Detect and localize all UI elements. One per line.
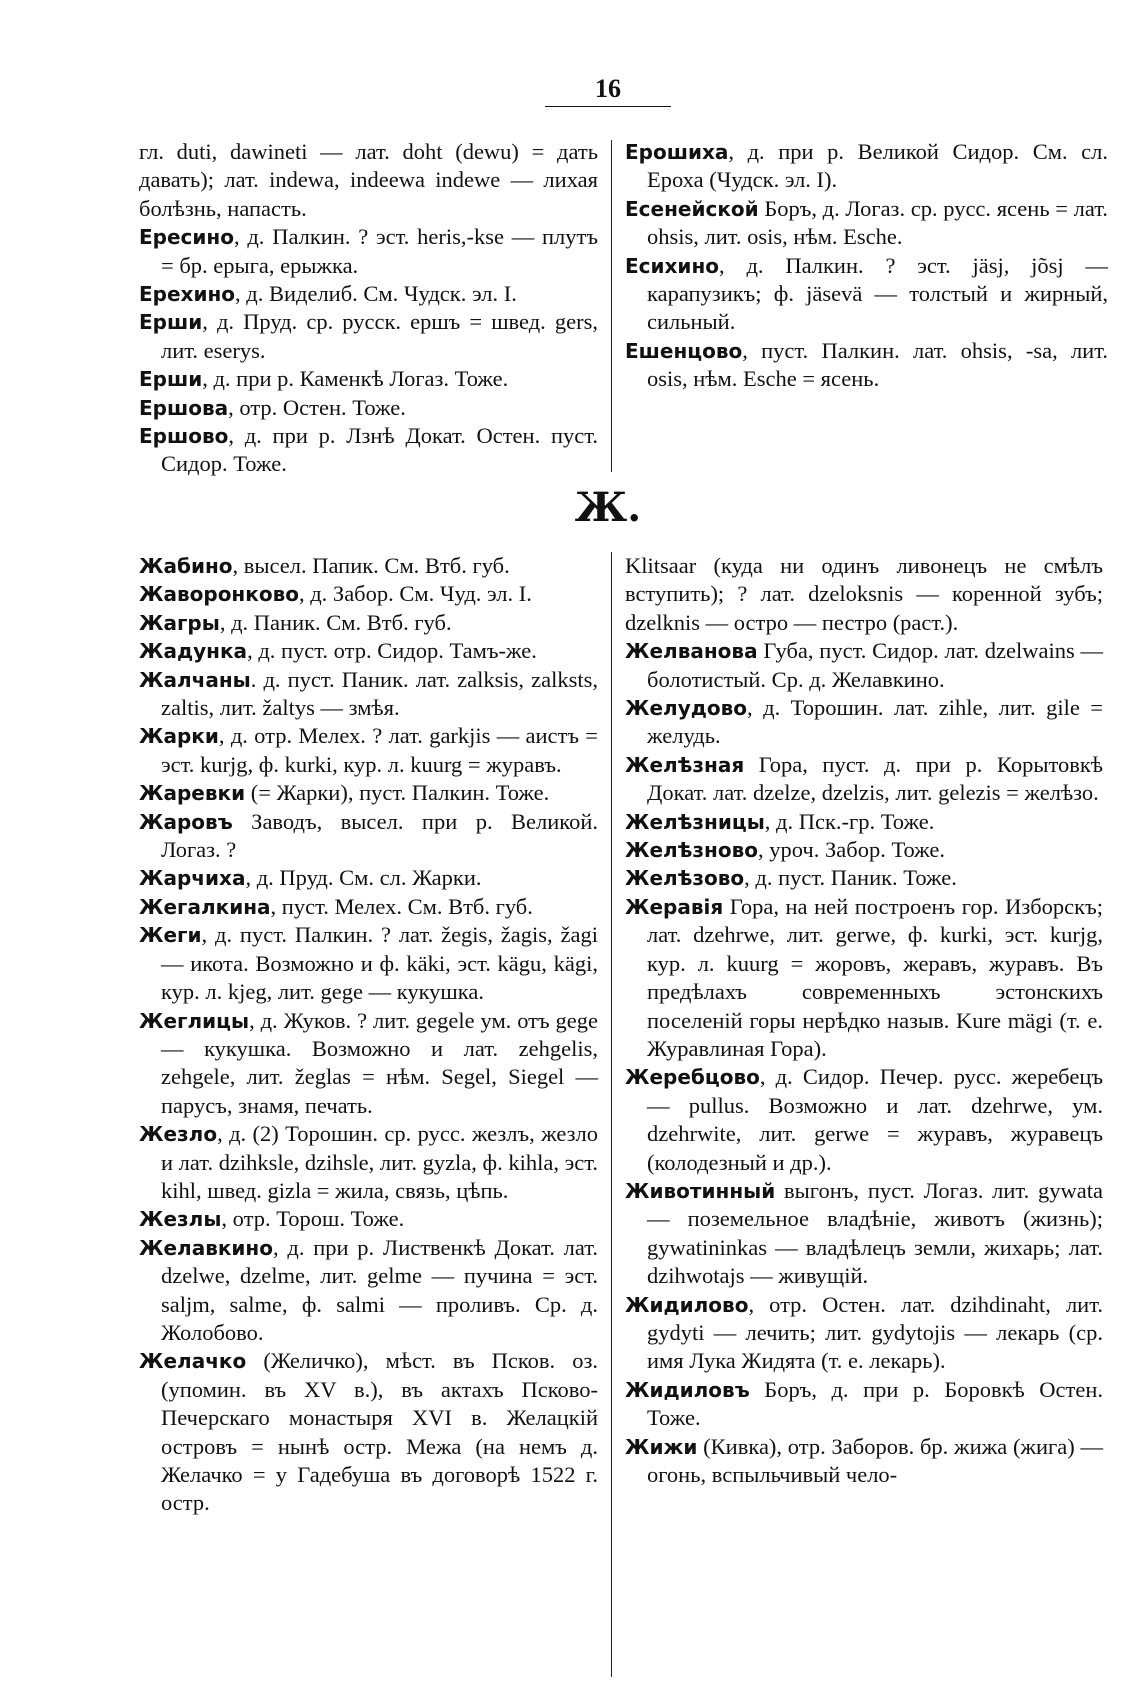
entry-headword: Жагры bbox=[139, 610, 220, 635]
entry-text: , отр. Торош. Тоже. bbox=[221, 1206, 405, 1232]
entry-headword: Жадунка bbox=[139, 639, 248, 664]
entry-text: , д. Паник. См. Втб. губ. bbox=[219, 609, 452, 635]
top-right-column bbox=[625, 138, 1108, 394]
dictionary-entry bbox=[625, 1063, 1103, 1177]
entry-text: Боръ, д. Логаз. ср. русс. ясень = лат. ohsis, лит. osis, нѣм. Esche. bbox=[647, 195, 1108, 250]
dictionary-entry bbox=[139, 365, 598, 393]
entry-headword: Жеглицы bbox=[139, 1008, 250, 1033]
dictionary-entry bbox=[139, 808, 598, 865]
entry-text: , д. при р. Лиственкѣ Докат. лат. dzelwe, dzelme, лит. gelme — пучина = эст. saljm, salme, ф. salmi — проливъ. Ср. д. Жолобово. bbox=[161, 1234, 598, 1345]
entry-headword: Ерехино bbox=[139, 282, 236, 307]
entry-headword: Жарки bbox=[139, 724, 219, 749]
dictionary-entry bbox=[139, 1007, 598, 1121]
dictionary-entry bbox=[139, 1234, 598, 1348]
entry-headword: Жегалкина bbox=[139, 894, 271, 919]
entry-text: , отр. Остен. лат. dzihdinaht, лит. gydyti — лечить; лит. gydytojis — лекарь (ср. имя Лука Жидята (т. е. лекарь). bbox=[647, 1291, 1103, 1374]
entry-text: Гора, пуст. д. при р. Корытовкѣ Докат. лат. dzelze, dzelzis, лит. gelezis = желѣзо. bbox=[647, 751, 1103, 806]
entry-headword: Есихино bbox=[625, 253, 720, 278]
entry-text: , д. Палкин. ? эст. heris,-kse — плутъ = бр. ерыга, ерыжка. bbox=[161, 224, 598, 278]
entry-text: , д. при р. Лзнѣ Докат. Остен. пуст. Сидор. Тоже. bbox=[161, 423, 598, 477]
entry-headword: Ерши bbox=[139, 310, 203, 335]
dictionary-entry bbox=[625, 836, 1103, 864]
entry-headword: Желѣзная bbox=[625, 752, 745, 777]
dictionary-entry bbox=[139, 864, 598, 892]
entry-headword: Жеги bbox=[139, 923, 202, 948]
dictionary-entry bbox=[625, 195, 1108, 252]
dictionary-entry bbox=[139, 637, 598, 665]
entry-text: , д. Пруд. ср. русск. ершъ = швед. gers, лит. eserys. bbox=[161, 309, 598, 363]
dictionary-entry bbox=[139, 1205, 598, 1233]
continuation-text: гл. duti, dawineti — лат. doht (dewu) = дать давать); лат. indewa, indeewa indewe — лихая болѣзнь, напасть. bbox=[139, 139, 598, 221]
entry-text: , высел. Папик. См. Втб. губ. bbox=[232, 553, 510, 578]
section-letter-heading: Ж. bbox=[574, 484, 642, 531]
entry-text: , пуст. Палкин. лат. ohsis, -sa, лит. osis, нѣм. Esche = ясень. bbox=[647, 337, 1108, 392]
dictionary-entry bbox=[139, 1347, 598, 1517]
entry-headword: Желванова bbox=[625, 639, 758, 664]
dictionary-entry bbox=[625, 1433, 1103, 1490]
entry-text: Заводъ, высел. при р. Великой. Логаз. ? bbox=[161, 808, 598, 863]
entry-headword: Желѣзницы bbox=[625, 809, 765, 834]
entry-headword: Жаровъ bbox=[139, 809, 233, 834]
entry-headword: Желудово bbox=[625, 696, 748, 721]
entry-text: , д. Торошин. лат. zihle, лит. gile = желудь. bbox=[647, 695, 1103, 749]
dictionary-entry bbox=[625, 1376, 1103, 1433]
dictionary-entry bbox=[625, 1177, 1103, 1291]
dictionary-entry bbox=[625, 694, 1103, 751]
entry-headword: Жеравія bbox=[625, 894, 724, 919]
entry-headword: Ершово bbox=[139, 424, 229, 449]
entry-headword: Жезло bbox=[139, 1122, 218, 1147]
entry-headword: Жабино bbox=[139, 554, 233, 578]
top-left-column bbox=[139, 138, 598, 479]
dictionary-entry bbox=[625, 252, 1108, 337]
dictionary-entry bbox=[139, 308, 598, 365]
entry-text: . д. пуст. Паник. лат. zalksis, zalksts, zaltis, лит. žaltys — змѣя. bbox=[161, 666, 598, 721]
dictionary-entry bbox=[139, 1120, 598, 1205]
column-divider bbox=[611, 140, 612, 472]
entry-headword: Животинный bbox=[625, 1178, 776, 1203]
entry-text: , д. при р. Великой Сидор. См. сл. Ероха (Чудск. эл. I). bbox=[647, 139, 1108, 193]
dictionary-entry bbox=[625, 893, 1103, 1063]
entry-headword: Жарчиха bbox=[139, 866, 246, 891]
dictionary-entry bbox=[139, 223, 598, 280]
dictionary-entry bbox=[625, 864, 1103, 892]
dictionary-entry bbox=[139, 722, 598, 779]
entry-headword: Желавкино bbox=[139, 1235, 273, 1260]
entry-headword: Жеребцово bbox=[625, 1065, 760, 1090]
entry-headword: Ершова bbox=[139, 395, 229, 420]
dictionary-entry bbox=[625, 337, 1108, 394]
entry-text: , уроч. Забор. Тоже. bbox=[758, 837, 946, 863]
entry-text: , д. Пск.-гр. Тоже. bbox=[764, 808, 935, 834]
entry-text: (= Жарки), пуст. Палкин. Тоже. bbox=[245, 780, 550, 806]
entry-headword: Ешенцово bbox=[625, 338, 743, 363]
entry-text: (Желичко), мѣст. въ Псков. оз. (упомин. въ XV в.), въ актахъ Псково-Печерскаго монастыря XVI в. Желацкій островъ = нынѣ остр. Межа (на немъ д. Желачко = у Гадебуша въ договорѣ 1522 г. остр. bbox=[161, 1348, 598, 1516]
dictionary-entry bbox=[139, 609, 598, 637]
entry-headword: Жаревки bbox=[139, 781, 246, 806]
dictionary-entry bbox=[625, 637, 1103, 694]
dictionary-entry bbox=[625, 138, 1108, 195]
dictionary-entry bbox=[139, 280, 598, 308]
dictionary-entry bbox=[139, 394, 598, 422]
entry-headword: Жидилово bbox=[625, 1292, 749, 1317]
dictionary-entry bbox=[139, 552, 598, 580]
dictionary-entry bbox=[139, 666, 598, 723]
entry-text: , д. пуст. Паник. Тоже. bbox=[744, 865, 957, 891]
entry-headword: Ерошиха bbox=[625, 140, 729, 164]
dictionary-entry bbox=[139, 580, 598, 608]
column-divider bbox=[611, 552, 612, 1677]
entry-headword: Жаворонково bbox=[139, 582, 299, 607]
entry-text: , д. пуст. отр. Сидор. Тамъ-же. bbox=[247, 638, 537, 664]
dictionary-entry bbox=[625, 751, 1103, 808]
dictionary-entry bbox=[139, 422, 598, 479]
entry-headword: Желѣзово bbox=[625, 866, 745, 891]
entry-headword: Жалчаны bbox=[139, 667, 251, 692]
entry-text: (Кивка), отр. Заборов. бр. жижа (жига) — огонь, вспыльчивый чело- bbox=[647, 1433, 1103, 1487]
bottom-left-column bbox=[139, 552, 598, 1518]
entry-headword: Ерши bbox=[139, 367, 203, 392]
page-number-rule bbox=[545, 106, 671, 107]
entry-text: , пуст. Мелех. См. Втб. губ. bbox=[270, 893, 533, 919]
entry-headword: Ересино bbox=[139, 225, 234, 250]
entry-text: , д. при р. Каменкѣ Логаз. Тоже. bbox=[202, 366, 509, 392]
continuation-text: Klitsaar (куда ни одинъ ливонецъ не смѣлъ вступить); ? лат. dzeloksnis — коренной зубъ; dzelknis — остро — пестро (раст.). bbox=[625, 553, 1103, 635]
dictionary-entry bbox=[625, 808, 1103, 836]
entry-text: , д. Жуков. ? лит. gegele ум. отъ gege — кукушка. Возможно и лат. zehgelis, zehgele, лит. žeglas = нѣм. Segel, Siegel — парусъ, знамя, печать. bbox=[161, 1007, 598, 1118]
entry-text: выгонъ, пуст. Логаз. лит. gywata — поземельное владѣніе, животъ (жизнь); gywatininkas — владѣлецъ земли, жихарь; лат. dzihwotajs — живущій. bbox=[647, 1177, 1103, 1289]
dictionary-entry bbox=[139, 921, 598, 1006]
entry-text: , д. Палкин. ? эст. jäsj, jõsj — карапузикъ; ф. jäsevä — толстый и жирный, сильный. bbox=[647, 252, 1108, 335]
entry-headword: Жижи bbox=[625, 1434, 698, 1459]
entry-text: Губа, пуст. Сидор. лат. dzelwains — болотистый. Ср. д. Желавкино. bbox=[647, 638, 1103, 692]
entry-headword: Жезлы bbox=[139, 1207, 222, 1232]
entry-text: , д. (2) Торошин. ср. русс. жезлъ, жезло и лат. dzihksle, dzihsle, лит. gyzla, ф. kihla, эст. kihl, швед. gizla = жила, связь, цѣпь. bbox=[161, 1121, 599, 1203]
entry-headword: Желѣзново bbox=[625, 838, 758, 863]
entry-headword: Желачко bbox=[139, 1349, 247, 1374]
dictionary-entry bbox=[139, 893, 598, 921]
entry-text: , д. Сидор. Печер. русс. жеребецъ — pullus. Возможно и лат. dzehrwe, ум. dzehrwite, лит. gerwe = журавъ, журавецъ (колодезный и др.). bbox=[647, 1064, 1103, 1175]
dictionary-entry bbox=[625, 1291, 1103, 1376]
entry-headword: Жидиловъ bbox=[625, 1377, 750, 1402]
dictionary-entry bbox=[139, 779, 598, 807]
entry-text: , д. отр. Мелех. ? лат. garkjis — аистъ = эст. kurjg, ф. kurki, кур. л. kuurg = журавъ. bbox=[161, 723, 598, 777]
entry-text: , д. Виделиб. См. Чудск. эл. I. bbox=[235, 281, 517, 307]
page-number: 16 bbox=[595, 74, 621, 103]
entry-text: , д. пуст. Палкин. ? лат. žegis, žagis, žagi — икота. Возможно и ф. käki, эст. kägu, kägi, кур. л. kjeg, лит. gege — кукушка. bbox=[161, 922, 598, 1005]
entry-text: Боръ, д. при р. Боровкѣ Остен. Тоже. bbox=[647, 1376, 1103, 1431]
entry-text: , д. Забор. См. Чуд. эл. I. bbox=[298, 581, 532, 607]
entry-text: , отр. Остен. Тоже. bbox=[228, 394, 406, 420]
entry-text: , д. Пруд. См. сл. Жарки. bbox=[245, 865, 482, 891]
bottom-right-column bbox=[625, 552, 1103, 1489]
entry-headword: Есенейской bbox=[625, 196, 759, 221]
entry-text: Гора, на ней построенъ гор. Изборскъ; лат. dzehrwe, лит. gerwe, ф. kurki, эст. kurjg, кур. л. kuurg = жоровъ, жеравъ, журавъ. Въ предѣлахъ современныхъ эстонскихъ поселеній горы нерѣдко назыв. Kure mägi (т. е. Журавлиная Гора). bbox=[647, 893, 1103, 1061]
